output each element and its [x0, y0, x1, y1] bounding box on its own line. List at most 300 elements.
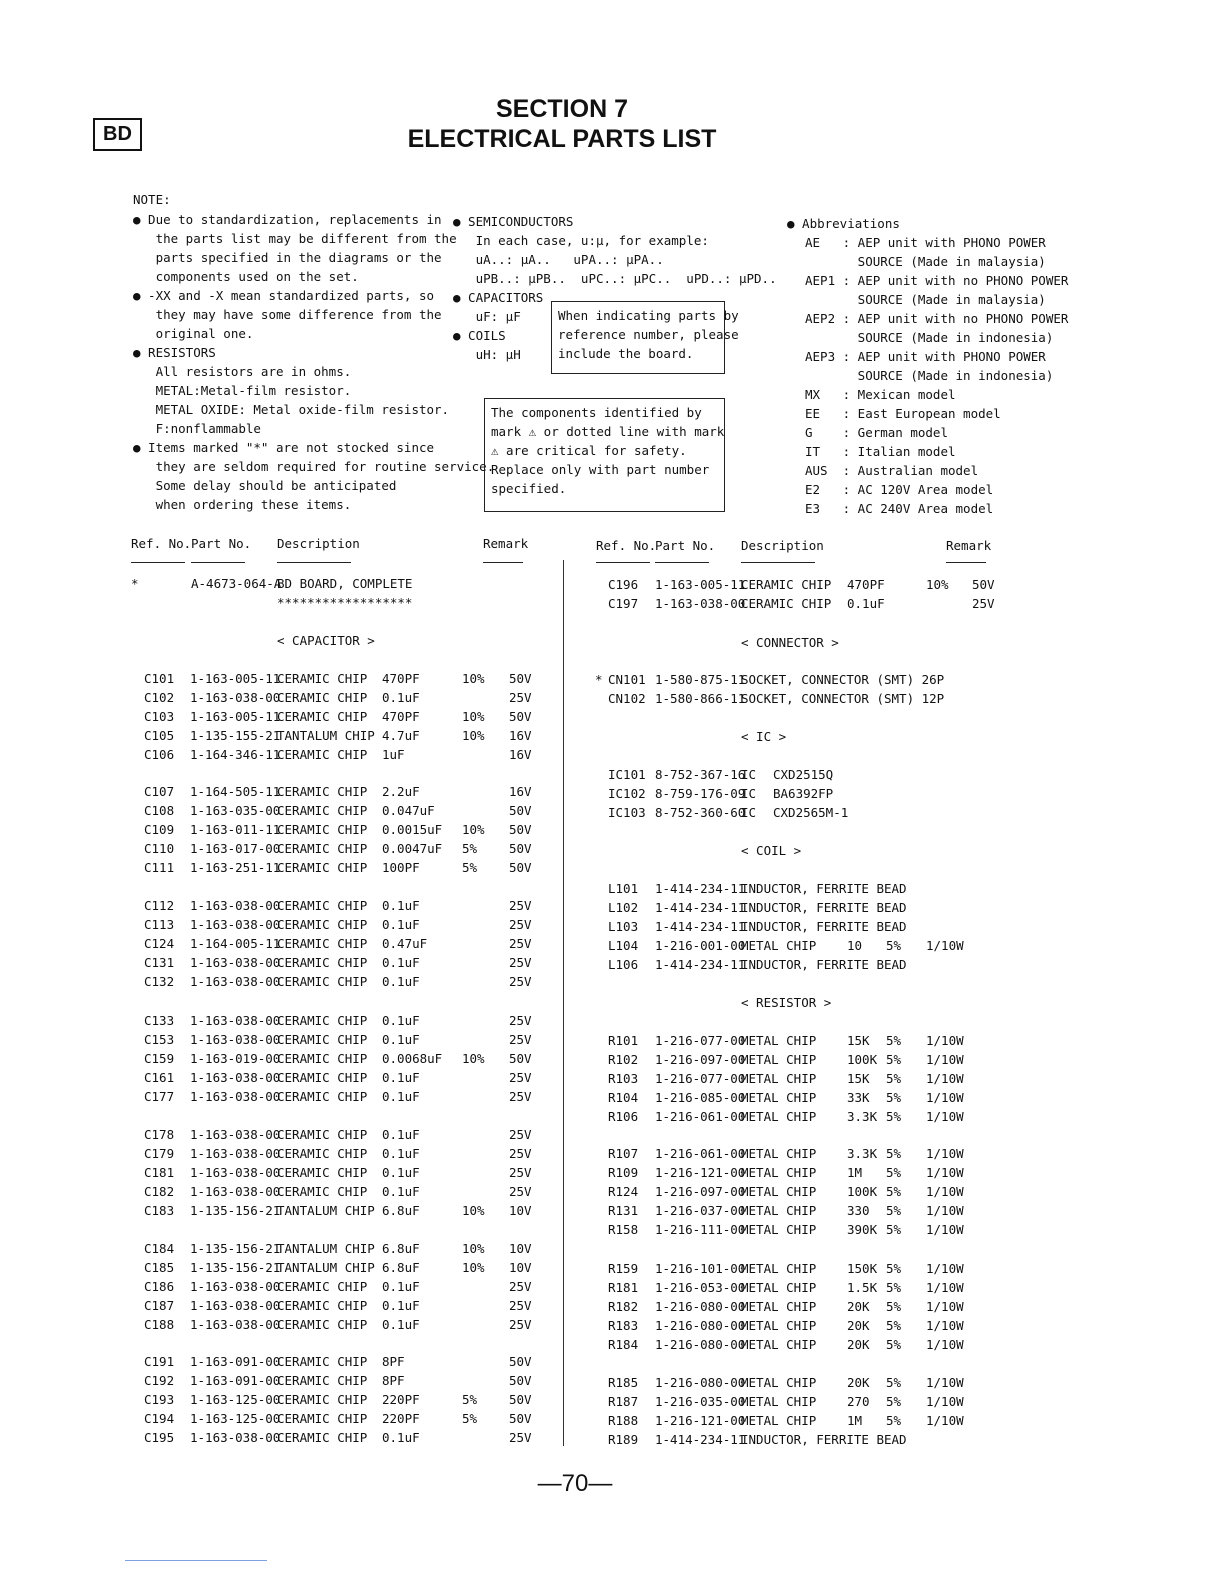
cell-description: CERAMIC CHIP: [277, 1298, 368, 1314]
cell-ref-no: C182: [144, 1184, 175, 1200]
table-row: [0, 707, 1224, 726]
cell-description: METAL CHIP: [741, 1203, 817, 1219]
note-line: components used on the set.: [133, 269, 359, 284]
table-row: [0, 1220, 1224, 1239]
cell-part-no: 1-135-156-21: [190, 1241, 281, 1256]
cell-part-no: 1-216-077-00: [655, 1033, 746, 1048]
cell-value: 150K: [847, 1261, 878, 1276]
cell-part-no: CN102: [608, 691, 646, 707]
cell-part-no: 1-216-061-00: [655, 1109, 746, 1125]
cell-ref-no: IC103: [608, 805, 646, 821]
cell-ref-no: R187: [608, 1394, 639, 1410]
cell-ref-no: C159: [144, 1051, 175, 1067]
note-line: ● SEMICONDUCTORS: [453, 214, 574, 229]
cell-rating: 25V: [509, 1146, 532, 1162]
table-row: [0, 1239, 1224, 1258]
cell-value: 100PF: [382, 860, 420, 876]
abbreviation-line: IT : Italian model: [805, 444, 956, 459]
cell-part-no: 1-163-038-00: [190, 1298, 281, 1314]
cell-ref-no: R102: [608, 1052, 639, 1068]
cell-value: 0.0015uF: [382, 822, 443, 838]
cell-value: 1M: [847, 1413, 863, 1429]
table-row: [0, 1297, 1224, 1316]
cell-tolerance: 10%: [462, 728, 485, 744]
cell-tolerance: 5%: [886, 1280, 902, 1296]
cell-part-no: 1-216-080-00: [655, 1318, 746, 1334]
table-row: [0, 1144, 1224, 1163]
table-row: [0, 917, 1224, 936]
header-underline: [655, 562, 709, 563]
cell-value: 6.8uF: [382, 1203, 420, 1219]
cell-part-no: 1-216-080-00: [655, 1375, 746, 1390]
cell-value: SOCKET, CONNECTOR (SMT) 12P: [741, 691, 945, 707]
cell-value: 1.5K: [847, 1280, 878, 1296]
cell-rating: 10V: [509, 1260, 532, 1276]
header-remark: Remark: [483, 536, 529, 551]
note-line: The components identified by: [491, 405, 702, 420]
header-underline: [946, 562, 986, 563]
cell-description: CERAMIC CHIP: [277, 671, 368, 686]
cell-rating: 1/10W: [926, 1165, 964, 1181]
cell-part-no: 1-163-038-00: [190, 1430, 281, 1446]
cell-rating: 1/10W: [926, 1261, 964, 1276]
cell-value: 1M: [847, 1165, 863, 1181]
cell-tolerance: 10%: [462, 822, 485, 838]
abbreviation-line: AEP1 : AEP unit with no PHONO POWER: [805, 273, 1069, 288]
note-line: parts specified in the diagrams or the: [133, 250, 442, 265]
cell-value: 0.1uF: [382, 974, 420, 990]
cell-ref-no: C184: [144, 1241, 175, 1256]
cell-description: IC: [741, 805, 757, 821]
cell-rating: 25V: [509, 1013, 532, 1028]
cell-rating: 25V: [972, 596, 995, 612]
cell-ref-no: L101: [608, 881, 639, 896]
cell-ref-no: C191: [144, 1354, 175, 1369]
cell-rating: 25V: [509, 917, 532, 933]
cell-tolerance: 5%: [462, 1411, 478, 1427]
cell-value: 270: [847, 1394, 870, 1410]
cell-value: 220PF: [382, 1392, 420, 1408]
cell-ref-no: R185: [608, 1375, 639, 1390]
cell-rating: 50V: [509, 1373, 532, 1389]
cell-description: CERAMIC CHIP: [277, 1013, 368, 1028]
cell-rating: 10V: [509, 1241, 532, 1256]
cell-ref-no: C107: [144, 784, 175, 799]
cell-tolerance: 10%: [462, 1260, 485, 1276]
cell-value: 3.3K: [847, 1109, 878, 1125]
header-underline: [277, 562, 351, 563]
cell-value: 0.47uF: [382, 936, 428, 952]
abbreviation-line: E3 : AC 240V Area model: [805, 501, 994, 516]
table-row: [0, 803, 1224, 822]
board-reference-note: [551, 301, 739, 374]
cell-value: 6.8uF: [382, 1260, 420, 1276]
cell-ref-no: R107: [608, 1146, 639, 1161]
note-line: METAL OXIDE: Metal oxide-film resistor.: [133, 402, 450, 417]
cell-description: CERAMIC CHIP: [277, 1430, 368, 1446]
cell-value: 470PF: [847, 577, 885, 592]
cell-tolerance: 5%: [886, 1222, 902, 1238]
cell-part-no: 1-135-156-21: [190, 1203, 281, 1219]
cell-part-no: 1-163-251-11: [190, 860, 281, 876]
cell-ref-no: C124: [144, 936, 175, 952]
cell-tolerance: 10%: [926, 577, 949, 592]
cell-tolerance: 5%: [886, 1203, 902, 1219]
cell-value: CXD2515Q: [773, 767, 834, 782]
table-row: [0, 898, 1224, 917]
cell-ref-no: L106: [608, 957, 639, 973]
note-line: ● -XX and -X mean standardized parts, so: [133, 288, 435, 303]
cell-part-no: 1-163-038-00: [190, 917, 281, 933]
cell-rating: 1/10W: [926, 1033, 964, 1048]
note-line: METAL:Metal-film resistor.: [133, 383, 352, 398]
cell-value: 0.1uF: [382, 917, 420, 933]
table-row: [0, 858, 1224, 877]
board-stars: ******************: [277, 595, 413, 610]
note-line: When indicating parts by: [558, 308, 739, 323]
table-row: [0, 1259, 1224, 1278]
abbreviation-line: SOURCE (Made in malaysia): [805, 254, 1046, 269]
note-line: mark ⚠ or dotted line with mark: [491, 424, 725, 439]
cell-description: CERAMIC CHIP: [277, 1373, 368, 1389]
cell-description: CERAMIC CHIP: [277, 803, 368, 819]
cell-part-no: 1-163-038-00: [190, 1070, 281, 1086]
cell-rating: 25V: [509, 1279, 532, 1295]
table-row: [0, 839, 1224, 858]
cell-value: 0.1uF: [382, 1070, 420, 1086]
cell-ref-no: C132: [144, 974, 175, 990]
header-underline: [741, 562, 815, 563]
cell-ref-no: C178: [144, 1127, 175, 1142]
cell-ref-no: C112: [144, 898, 175, 913]
cell-rating: 25V: [509, 1032, 532, 1048]
table-row: [0, 1182, 1224, 1201]
cell-rating: 25V: [509, 1298, 532, 1314]
cell-ref-no: L103: [608, 919, 639, 935]
cell-ref-no: R124: [608, 1184, 639, 1200]
cell-description: 1-580-866-11: [655, 691, 746, 707]
cell-value: 0.1uF: [382, 1184, 420, 1200]
header-description: Description: [277, 536, 360, 551]
note-line: Replace only with part number: [491, 462, 710, 477]
cell-rating: 25V: [509, 1430, 532, 1446]
cell-rating: 50V: [509, 1411, 532, 1427]
cell-rating: 1/10W: [926, 1071, 964, 1087]
cell-tolerance: 10%: [462, 709, 485, 725]
cell-part-no: 8-752-360-60: [655, 805, 746, 821]
cell-part-no: 1-216-080-00: [655, 1337, 746, 1353]
note-line: reference number, please: [558, 327, 739, 342]
table-row: [0, 820, 1224, 839]
table-row: [0, 575, 1224, 594]
cell-description: CERAMIC CHIP: [277, 1411, 368, 1427]
cell-part-no: CN101: [608, 672, 646, 687]
cell-ref-no: R184: [608, 1337, 639, 1353]
header-part-no: Part No.: [655, 538, 716, 553]
cell-tolerance: 10%: [462, 1051, 485, 1067]
note-line: ● Items marked "*" are not stocked since: [133, 440, 435, 455]
cell-rating: 25V: [509, 1070, 532, 1086]
table-row: [0, 1430, 1224, 1449]
cell-description: CERAMIC CHIP: [277, 1070, 368, 1086]
cell-description: CERAMIC CHIP: [277, 1146, 368, 1162]
note-heading: NOTE:: [133, 192, 171, 207]
cell-description: CERAMIC CHIP: [277, 974, 368, 990]
cell-description: CERAMIC CHIP: [277, 1392, 368, 1408]
cell-ref-no: *: [595, 672, 603, 687]
cell-tolerance: 5%: [886, 1375, 902, 1390]
cell-rating: 50V: [509, 822, 532, 838]
cell-part-no: 1-216-097-00: [655, 1184, 746, 1200]
cell-value: 0.1uF: [382, 955, 420, 971]
table-row: [0, 1163, 1224, 1182]
abbreviations-list: [805, 233, 1068, 518]
cell-description: CERAMIC CHIP: [277, 784, 368, 799]
cell-description: CERAMIC CHIP: [277, 709, 368, 725]
capacitor-section-title: < CAPACITOR >: [277, 633, 375, 648]
table-row: [0, 784, 1224, 803]
cell-rating: 50V: [972, 577, 995, 592]
cell-ref-no: C193: [144, 1392, 175, 1408]
cell-part-no: 1-216-085-00: [655, 1090, 746, 1106]
table-row: [0, 1050, 1224, 1069]
cell-ref-no: C186: [144, 1279, 175, 1295]
cell-ref-no: R188: [608, 1413, 639, 1429]
cell-value: 470PF: [382, 709, 420, 725]
cell-tolerance: 5%: [462, 841, 478, 857]
cell-rating: 50V: [509, 1392, 532, 1408]
header-description: Description: [741, 538, 824, 553]
cell-value: 100K: [847, 1184, 878, 1200]
cell-part-no: 1-163-038-00: [190, 1317, 281, 1333]
cell-part-no: 1-414-234-11: [655, 1432, 746, 1448]
board-part-no: A-4673-064-A: [191, 576, 282, 591]
cell-value: 220PF: [382, 1411, 420, 1427]
cell-description: CERAMIC CHIP: [277, 1089, 368, 1105]
cell-part-no: 1-414-234-11: [655, 881, 746, 896]
cell-rating: 50V: [509, 671, 532, 686]
cell-rating: 50V: [509, 860, 532, 876]
cell-ref-no: C103: [144, 709, 175, 725]
cell-description: INDUCTOR, FERRITE BEAD: [741, 900, 907, 916]
cell-description: METAL CHIP: [741, 1261, 817, 1276]
abbreviation-line: E2 : AC 120V Area model: [805, 482, 994, 497]
note-line: ● COILS: [453, 328, 506, 343]
abbreviations-heading: ● Abbreviations: [787, 216, 900, 231]
cell-ref-no: IC102: [608, 786, 646, 802]
note-line: ● Due to standardization, replacements in: [133, 212, 442, 227]
cell-value: 0.1uF: [382, 1013, 420, 1028]
cell-ref-no: C153: [144, 1032, 175, 1048]
cell-description: CERAMIC CHIP: [277, 1354, 368, 1369]
cell-value: SOCKET, CONNECTOR (SMT) 26P: [741, 672, 945, 687]
cell-ref-no: C113: [144, 917, 175, 933]
cell-rating: 50V: [509, 1354, 532, 1369]
cell-part-no: 1-163-005-11: [190, 671, 281, 686]
abbreviation-line: SOURCE (Made in indonesia): [805, 330, 1054, 345]
cell-part-no: 1-163-005-11: [655, 577, 746, 592]
cell-ref-no: C161: [144, 1070, 175, 1086]
cell-value: 0.047uF: [382, 803, 435, 819]
cell-description: METAL CHIP: [741, 1337, 817, 1353]
cell-ref-no: C196: [608, 577, 639, 592]
cell-description: CERAMIC CHIP: [277, 917, 368, 933]
header-underline: [191, 562, 245, 563]
cell-rating: 16V: [509, 728, 532, 744]
cell-rating: 50V: [509, 803, 532, 819]
cell-description: IC: [741, 786, 757, 802]
cell-tolerance: 5%: [886, 1318, 902, 1334]
cell-value: 15K: [847, 1033, 870, 1048]
table-row: [0, 726, 1224, 745]
cell-description: CERAMIC CHIP: [277, 936, 368, 952]
header-remark: Remark: [946, 538, 992, 553]
cell-ref-no: C181: [144, 1165, 175, 1181]
cell-description: CERAMIC CHIP: [277, 747, 368, 763]
cell-part-no: 1-163-091-00: [190, 1373, 281, 1389]
cell-part-no: 8-759-176-09: [655, 786, 746, 802]
cell-part-no: 1-163-038-00: [190, 1184, 281, 1200]
cell-value: 0.1uF: [382, 690, 420, 706]
cell-value: 0.1uF: [382, 1089, 420, 1105]
cell-rating: 50V: [509, 1051, 532, 1067]
cell-part-no: 1-163-125-00: [190, 1411, 281, 1427]
cell-rating: 50V: [509, 841, 532, 857]
note-line: ⚠ are critical for safety.: [491, 443, 687, 458]
table-row: [0, 1278, 1224, 1297]
table-row: [0, 689, 1224, 708]
page-number: —70—: [537, 1470, 613, 1497]
cell-ref-no: R182: [608, 1299, 639, 1315]
note-line: include the board.: [558, 346, 694, 361]
header-underline: [131, 562, 185, 563]
cell-part-no: 1-135-156-21: [190, 1260, 281, 1276]
cell-value: 8PF: [382, 1354, 405, 1369]
cell-ref-no: R183: [608, 1318, 639, 1334]
cell-part-no: 1-216-001-00: [655, 938, 746, 954]
cell-rating: 1/10W: [926, 1109, 964, 1125]
cell-ref-no: C108: [144, 803, 175, 819]
header-underline: [483, 562, 523, 563]
cell-description: CERAMIC CHIP: [277, 898, 368, 913]
abbreviation-line: AEP3 : AEP unit with PHONO POWER: [805, 349, 1046, 364]
cell-ref-no: C105: [144, 728, 175, 744]
table-row: [0, 1411, 1224, 1430]
cell-rating: 1/10W: [926, 1184, 964, 1200]
note-line: ● RESISTORS: [133, 345, 216, 360]
cell-description: METAL CHIP: [741, 1318, 817, 1334]
cell-ref-no: C183: [144, 1203, 175, 1219]
note-line: uH: μH: [453, 347, 521, 362]
cell-part-no: 1-163-019-00: [190, 1051, 281, 1067]
cell-ref-no: R181: [608, 1280, 639, 1296]
cell-ref-no: R103: [608, 1071, 639, 1087]
cell-description: METAL CHIP: [741, 1375, 817, 1390]
cell-part-no: 1-163-038-00: [190, 898, 281, 913]
cell-value: 0.1uF: [382, 1165, 420, 1181]
cell-rating: 1/10W: [926, 1280, 964, 1296]
cell-value: 0.1uF: [382, 898, 420, 913]
cell-part-no: 1-163-125-00: [190, 1392, 281, 1408]
cell-tolerance: 5%: [462, 1392, 478, 1408]
cell-value: 6.8uF: [382, 1241, 420, 1256]
cell-tolerance: 5%: [886, 1394, 902, 1410]
board-description: BD BOARD, COMPLETE: [277, 576, 413, 591]
header-part-no: Part No.: [191, 536, 252, 551]
cell-tolerance: 5%: [462, 860, 478, 876]
cell-part-no: 1-163-038-00: [190, 955, 281, 971]
note-line: original one.: [133, 326, 254, 341]
cell-rating: 25V: [509, 898, 532, 913]
cell-ref-no: C111: [144, 860, 175, 876]
table-row: [0, 936, 1224, 955]
note-line: uPB..: μPB.. uPC..: μPC.. uPD..: μPD..: [453, 271, 777, 286]
cell-rating: 1/10W: [926, 1222, 964, 1238]
cell-part-no: 1-163-038-00: [190, 1032, 281, 1048]
cell-part-no: 1-216-053-00: [655, 1280, 746, 1296]
cell-value: 33K: [847, 1090, 870, 1106]
cell-tolerance: 5%: [886, 1299, 902, 1315]
cell-value: 0.0068uF: [382, 1051, 443, 1067]
cell-value: 20K: [847, 1299, 870, 1315]
cell-rating: 1/10W: [926, 938, 964, 954]
cell-rating: 1/10W: [926, 1413, 964, 1429]
table-row: [0, 1125, 1224, 1144]
section-title: SECTION 7: [496, 95, 628, 123]
cell-description: METAL CHIP: [741, 1280, 817, 1296]
cell-part-no: 1-163-005-11: [190, 709, 281, 725]
cell-description: CERAMIC CHIP: [277, 1165, 368, 1181]
cell-description: INDUCTOR, FERRITE BEAD: [741, 957, 907, 973]
table-row: [0, 670, 1224, 689]
cell-ref-no: C101: [144, 671, 175, 686]
cell-tolerance: 5%: [886, 1184, 902, 1200]
cell-part-no: 1-163-038-00: [190, 1013, 281, 1028]
cell-value: CXD2565M-1: [773, 805, 849, 821]
note-column-1: [133, 210, 494, 514]
cell-value: 470PF: [382, 671, 420, 686]
cell-part-no: 1-164-346-11: [190, 747, 281, 763]
cell-rating: 1/10W: [926, 1375, 964, 1390]
cell-description: CERAMIC CHIP: [277, 1051, 368, 1067]
cell-value: 0.1uF: [847, 596, 885, 612]
cell-description: CERAMIC CHIP: [277, 1317, 368, 1333]
cell-part-no: 1-216-077-00: [655, 1071, 746, 1087]
table-row: [0, 594, 1224, 613]
cell-rating: 10V: [509, 1203, 532, 1219]
cell-value: 0.1uF: [382, 1146, 420, 1162]
header-ref-no: Ref. No.: [596, 538, 657, 553]
cell-ref-no: L102: [608, 900, 639, 916]
cell-ref-no: L104: [608, 938, 639, 954]
note-line: F:nonflammable: [133, 421, 261, 436]
table-row: [0, 765, 1224, 784]
cell-rating: 25V: [509, 690, 532, 706]
note-line: when ordering these items.: [133, 497, 352, 512]
cell-description: METAL CHIP: [741, 1071, 817, 1087]
safety-note: [484, 398, 725, 512]
cell-tolerance: 5%: [886, 1165, 902, 1181]
cell-rating: 50V: [509, 709, 532, 725]
cell-ref-no: IC101: [608, 767, 646, 782]
cell-ref-no: C106: [144, 747, 175, 763]
table-row: [0, 1107, 1224, 1126]
cell-ref-no: C187: [144, 1298, 175, 1314]
table-row: [0, 1011, 1224, 1030]
cell-description: METAL CHIP: [741, 1052, 817, 1068]
cell-ref-no: C188: [144, 1317, 175, 1333]
board-mark: *: [131, 576, 139, 591]
